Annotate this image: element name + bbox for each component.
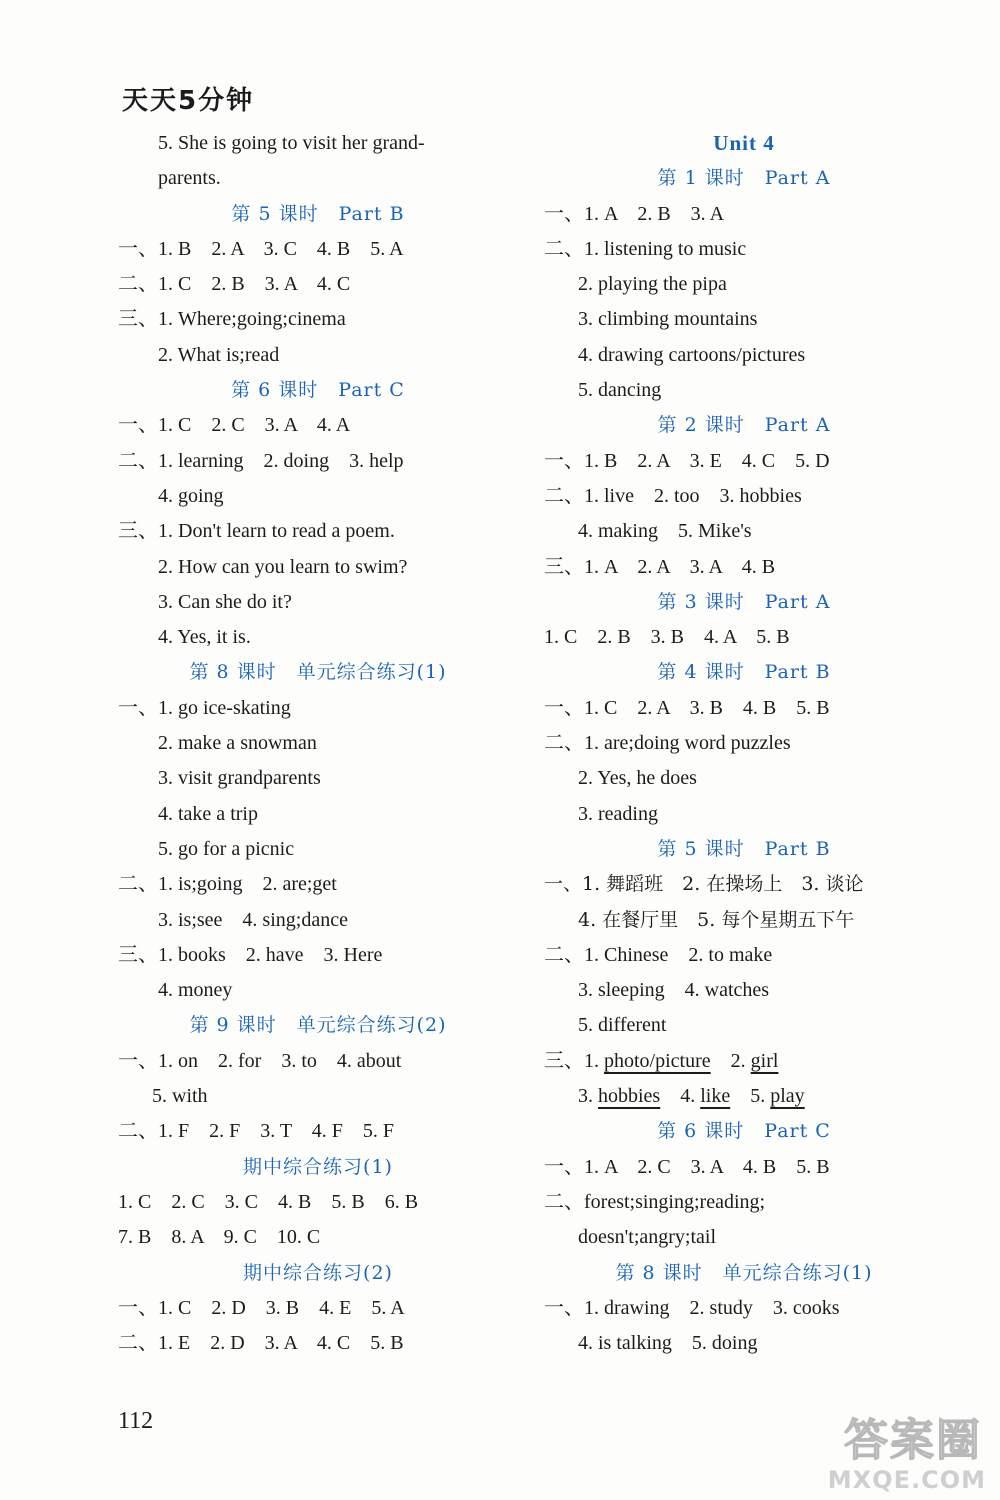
answer-line: 2. make a snowman [158, 732, 317, 755]
section-heading: 第 5 课时 Part B [657, 837, 831, 860]
answer-line: 1. C 2. B 3. B 4. A 5. B [544, 626, 790, 649]
answer-line: 二、1. F 2. F 3. T 4. F 5. F [118, 1120, 394, 1143]
answer-line: 3. sleeping 4. watches [578, 979, 770, 1002]
answer-line: 一、1. 舞蹈班 2. 在操场上 3. 谈论 [544, 873, 864, 896]
page-header-title: 天天5分钟 [122, 86, 255, 116]
answer-line: 3. reading [578, 802, 658, 825]
answer-line: 二、1. is;going 2. are;get [118, 873, 337, 896]
answer-line: parents. [158, 167, 221, 190]
answer-line: 4. 在餐厅里 5. 每个星期五下午 [578, 908, 855, 931]
answer-line: 二、1. live 2. too 3. hobbies [544, 484, 802, 507]
answer-line: 一、1. C 2. D 3. B 4. E 5. A [118, 1296, 405, 1319]
answer-line: 3. climbing mountains [578, 308, 758, 331]
answer-text: 2. [710, 1049, 751, 1072]
answer-line: 2. What is;read [158, 343, 280, 366]
answer-line: 7. B 8. A 9. C 10. C [118, 1226, 321, 1249]
section-heading: 期中综合练习(1) [243, 1155, 393, 1178]
underlined-answer: photo/picture [604, 1049, 711, 1072]
section-heading: 第 2 课时 Part A [657, 414, 831, 437]
answer-line: 二、forest;singing;reading; [544, 1190, 766, 1213]
answer-line: 三、1. Where;going;cinema [118, 308, 346, 331]
answer-line: 5. go for a picnic [158, 837, 295, 860]
answer-text: 5. [730, 1085, 771, 1108]
answer-line: 5. She is going to visit her grand- [158, 132, 425, 154]
answer-line: 二、1. C 2. B 3. A 4. C [118, 273, 351, 296]
answer-line [544, 1044, 944, 1079]
underlined-answer: hobbies [598, 1085, 661, 1108]
section-heading: 第 3 课时 Part A [657, 590, 831, 613]
answer-line: 4. money [158, 979, 233, 1002]
answer-line: 4. Yes, it is. [158, 626, 251, 649]
watermark-url: MXQE.COM [827, 1466, 986, 1494]
answer-line: 3. Can she do it? [158, 590, 292, 613]
answer-line: 三、1. books 2. have 3. Here [118, 943, 383, 966]
answer-line: 2. How can you learn to swim? [158, 555, 408, 578]
answer-line: 一、1. go ice-skating [118, 696, 291, 719]
answer-line: 三、1. Don't learn to read a poem. [118, 520, 395, 543]
answer-line: 二、1. Chinese 2. to make [544, 943, 773, 966]
answer-line: 一、1. C 2. A 3. B 4. B 5. B [544, 696, 830, 719]
underlined-answer: play [770, 1085, 805, 1108]
answer-line: 一、1. A 2. C 3. A 4. B 5. B [544, 1155, 830, 1178]
answer-line: 一、1. B 2. A 3. C 4. B 5. A [118, 237, 404, 260]
watermark-text: 答案圈 [844, 1415, 982, 1466]
answer-line: doesn't;angry;tail [578, 1226, 717, 1249]
section-heading: 第 6 课时 Part C [657, 1120, 831, 1143]
answer-line: 5. different [578, 1014, 667, 1037]
left-answer-column [118, 126, 518, 1361]
section-heading: 第 6 课时 Part C [231, 379, 405, 402]
answer-line: 4. take a trip [158, 802, 258, 825]
section-heading: 第 8 课时 单元综合练习(1) [189, 661, 447, 684]
watermark-logo [762, 1404, 992, 1494]
answer-line: 3. is;see 4. sing;dance [158, 908, 348, 931]
answer-line: 一、1. A 2. B 3. A [544, 202, 725, 225]
section-heading: 期中综合练习(2) [243, 1261, 393, 1284]
section-heading: 第 4 课时 Part B [657, 661, 831, 684]
answer-text: 4. [660, 1085, 701, 1108]
answer-line: 一、1. B 2. A 3. E 4. C 5. D [544, 449, 830, 472]
unit-heading: Unit 4 [713, 131, 775, 155]
answer-line: 4. making 5. Mike's [578, 520, 752, 543]
underlined-answer: like [700, 1085, 731, 1108]
answer-line: 三、1. A 2. A 3. A 4. B [544, 555, 776, 578]
answer-line: 4. drawing cartoons/pictures [578, 343, 806, 366]
answer-line: 1. C 2. C 3. C 4. B 5. B 6. B [118, 1190, 419, 1213]
answer-line: 4. is talking 5. doing [578, 1332, 758, 1355]
answer-line: 一、1. on 2. for 3. to 4. about [118, 1049, 402, 1072]
answer-line: 3. visit grandparents [158, 767, 321, 790]
answer-line: 二、1. are;doing word puzzles [544, 732, 791, 755]
answer-line: 4. going [158, 484, 224, 507]
page-number: 112 [118, 1408, 154, 1434]
answer-line: 二、1. E 2. D 3. A 4. C 5. B [118, 1332, 404, 1355]
answer-line: 二、1. learning 2. doing 3. help [118, 449, 404, 472]
answer-text: 3. [578, 1085, 598, 1108]
answer-line: 一、1. C 2. C 3. A 4. A [118, 414, 351, 437]
answer-line: 2. playing the pipa [578, 273, 727, 296]
answer-text: 三、1. [544, 1049, 604, 1072]
underlined-answer: girl [750, 1049, 779, 1072]
answer-line: 二、1. listening to music [544, 237, 747, 260]
answer-line: 一、1. drawing 2. study 3. cooks [544, 1296, 840, 1319]
answer-line: 2. Yes, he does [578, 767, 697, 790]
section-heading: 第 9 课时 单元综合练习(2) [189, 1014, 447, 1037]
answer-line [544, 1079, 944, 1114]
answer-line: 5. with [152, 1085, 208, 1108]
section-heading: 第 1 课时 Part A [657, 167, 831, 190]
section-heading: 第 5 课时 Part B [231, 202, 405, 225]
answer-line: 5. dancing [578, 379, 662, 402]
right-answer-column [544, 126, 944, 1361]
section-heading: 第 8 课时 单元综合练习(1) [615, 1261, 873, 1284]
